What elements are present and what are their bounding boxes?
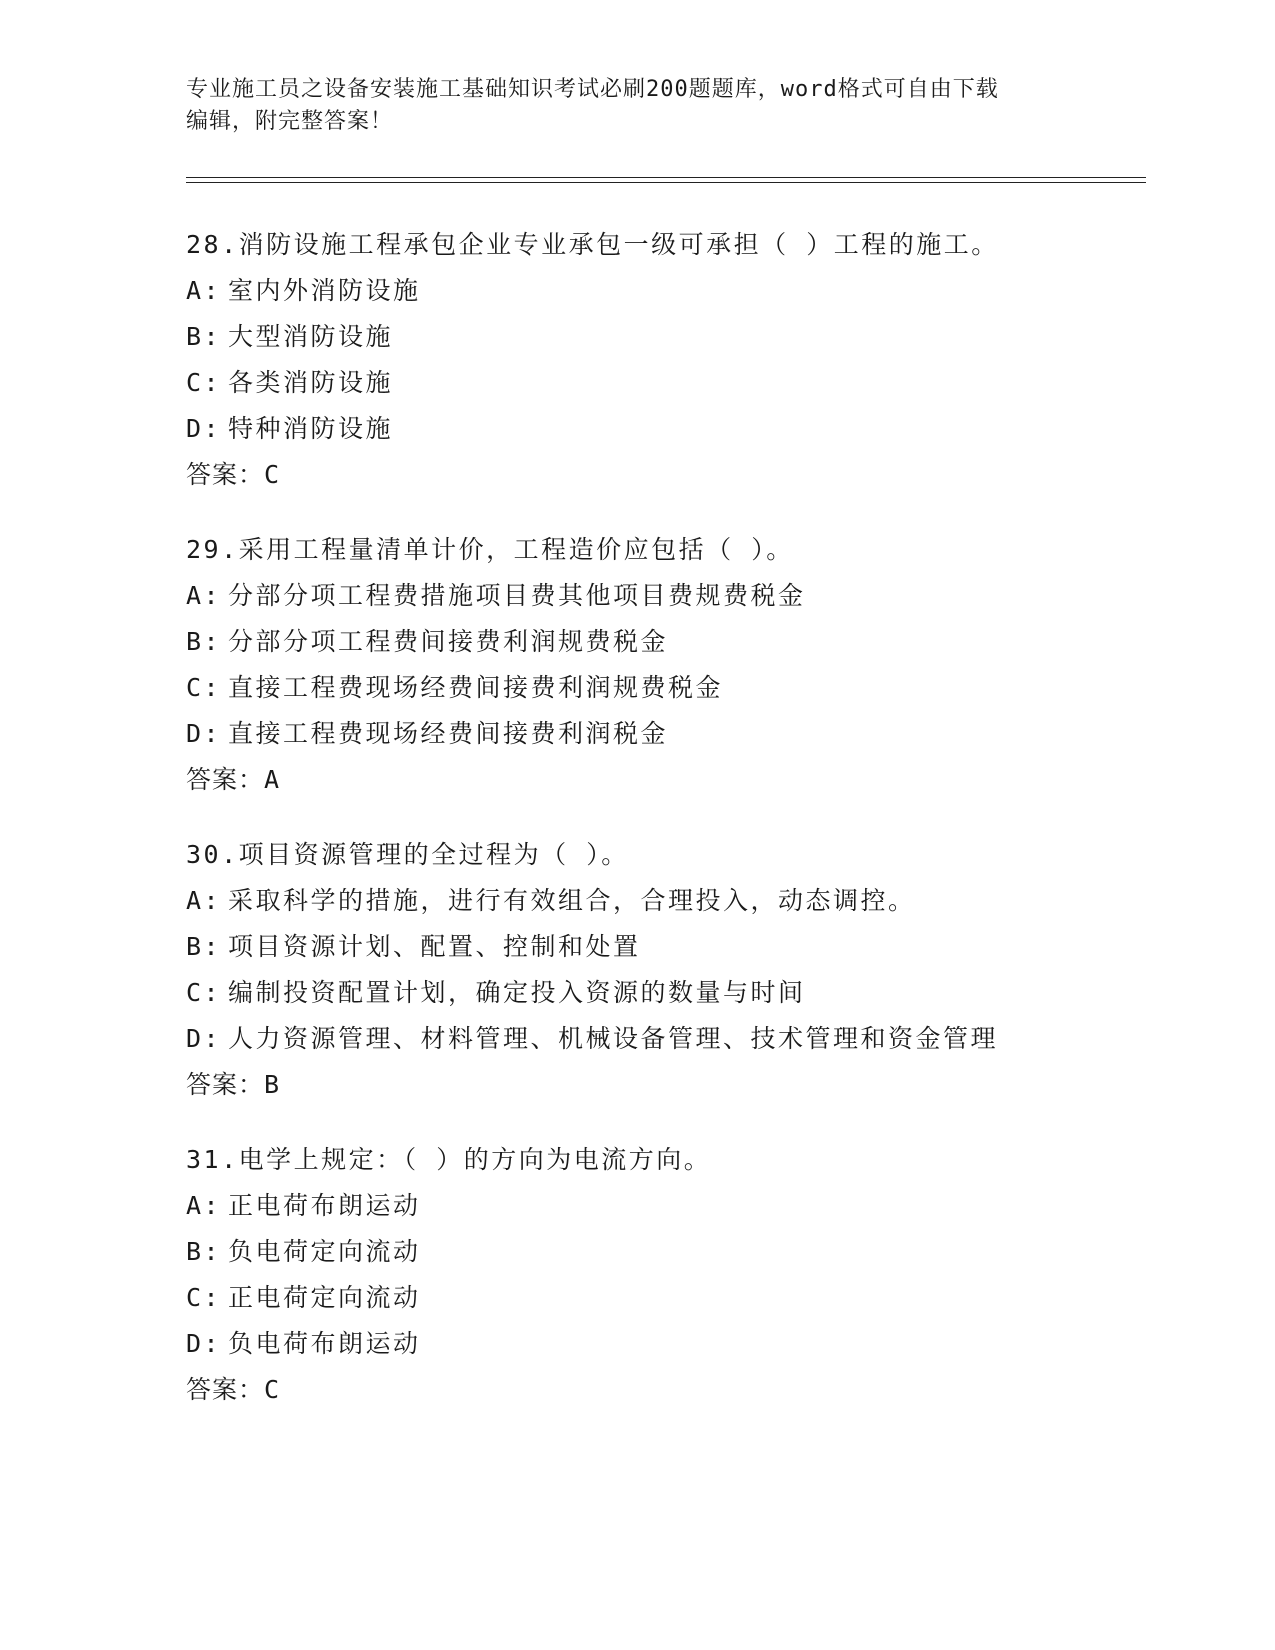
question-29 [186,527,1186,803]
answer-label: 答案： [186,765,265,794]
answer-line [186,757,1186,803]
question-stem: 31.电学上规定：（ ）的方向为电流方向。 [186,1145,712,1174]
option-text: 大型消防设施 [228,322,394,351]
option-text: 各类消防设施 [228,368,394,397]
option-a [186,268,1186,314]
option-letter: C: [186,978,222,1007]
option-text: 室内外消防设施 [228,276,421,305]
option-text: 分部分项工程费间接费利润规费税金 [228,627,669,656]
option-letter: D: [186,414,222,443]
document-header [186,74,1086,138]
option-text: 正电荷定向流动 [228,1283,421,1312]
option-c [186,665,1186,711]
option-letter: C: [186,673,222,702]
option-d [186,1016,1186,1062]
question-30 [186,832,1186,1108]
question-31 [186,1137,1186,1413]
answer-line [186,1062,1186,1108]
option-letter: B: [186,932,222,961]
option-letter: D: [186,719,222,748]
option-text: 人力资源管理、材料管理、机械设备管理、技术管理和资金管理 [228,1024,999,1053]
option-letter: C: [186,368,222,397]
answer-value: C [264,460,281,489]
option-text: 直接工程费现场经费间接费利润税金 [228,719,669,748]
option-d [186,406,1186,452]
answer-line [186,452,1186,498]
option-letter: A: [186,1191,222,1220]
option-text: 分部分项工程费措施项目费其他项目费规费税金 [228,581,806,610]
option-letter: A: [186,581,222,610]
option-letter: D: [186,1329,222,1358]
question-28 [186,222,1186,498]
option-c [186,360,1186,406]
answer-label: 答案： [186,1070,265,1099]
option-text: 编制投资配置计划，确定投入资源的数量与时间 [228,978,806,1007]
option-c [186,970,1186,1016]
question-stem: 29.采用工程量清单计价，工程造价应包括（ ）。 [186,535,794,564]
answer-label: 答案： [186,460,265,489]
option-letter: A: [186,276,222,305]
option-letter: D: [186,1024,222,1053]
answer-value: B [264,1070,281,1099]
option-letter: C: [186,1283,222,1312]
option-c [186,1275,1186,1321]
option-text: 特种消防设施 [228,414,394,443]
option-b [186,314,1186,360]
option-letter: B: [186,322,222,351]
option-d [186,1321,1186,1367]
question-stem: 28.消防设施工程承包企业专业承包一级可承担（ ）工程的施工。 [186,230,999,259]
option-text: 项目资源计划、配置、控制和处置 [228,932,641,961]
answer-label: 答案： [186,1375,265,1404]
option-text: 负电荷定向流动 [228,1237,421,1266]
option-letter: B: [186,627,222,656]
option-text: 负电荷布朗运动 [228,1329,421,1358]
option-letter: B: [186,1237,222,1266]
header-divider-top [186,177,1146,178]
option-d [186,711,1186,757]
option-b [186,619,1186,665]
question-stem: 30.项目资源管理的全过程为（ ）。 [186,840,629,869]
option-text: 正电荷布朗运动 [228,1191,421,1220]
option-letter: A: [186,886,222,915]
option-b [186,1229,1186,1275]
option-a [186,573,1186,619]
option-text: 采取科学的措施，进行有效组合，合理投入，动态调控。 [228,886,916,915]
answer-value: C [264,1375,281,1404]
option-a [186,1183,1186,1229]
answer-line [186,1367,1186,1413]
header-divider-bottom [186,182,1146,183]
option-a [186,878,1186,924]
header-line-2: 编辑，附完整答案！ [186,109,394,134]
answer-value: A [264,765,281,794]
option-text: 直接工程费现场经费间接费利润规费税金 [228,673,724,702]
header-line-1: 专业施工员之设备安装施工基础知识考试必刷200题题库，word格式可自由下载 [186,77,999,102]
option-b [186,924,1186,970]
